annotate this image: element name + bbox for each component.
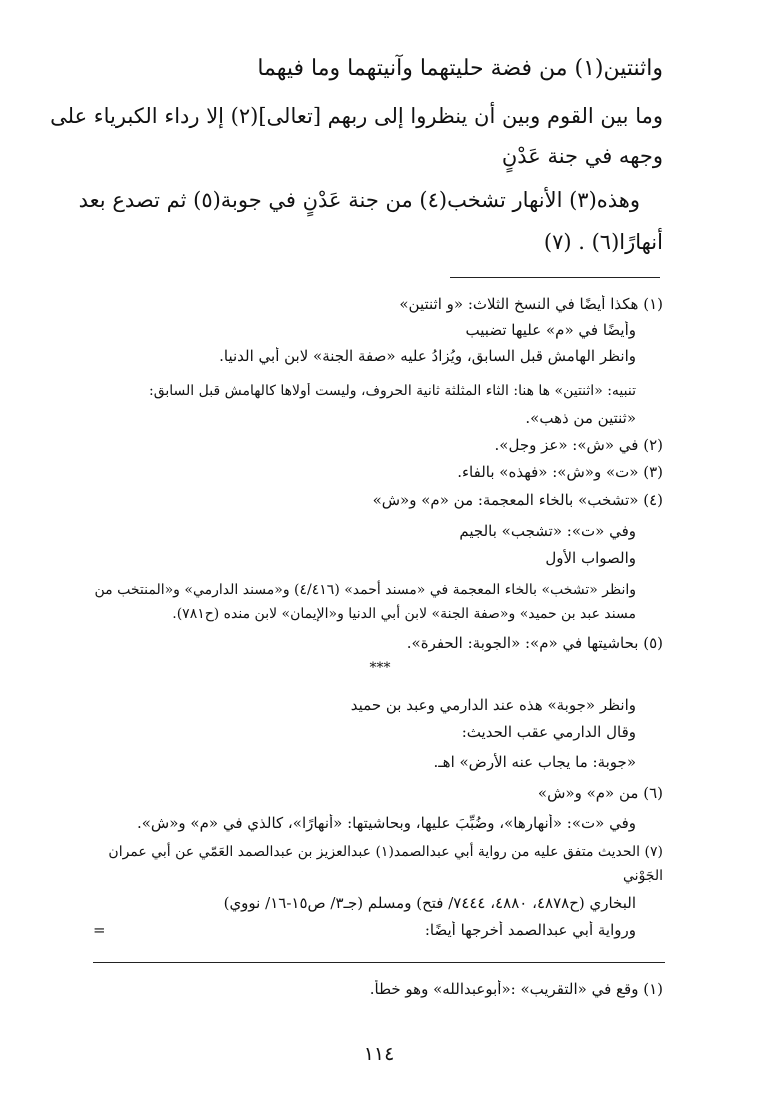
footnote-1-line-5: «ثنتين من ذهب». [525, 409, 636, 427]
footnote-divider [450, 277, 660, 278]
footnote-5-line-2: وانظر «جوبة» هذه عند الدارمي وعبد بن حميد [350, 696, 636, 714]
footnote-5: (٥) بحاشيتها في «م»: «الجوبة: الحفرة». [406, 634, 663, 652]
footnote-1-line-4: تنبيه: «اثنتين» ها هنا: الثاء المثلثة ثانية الحروف، وليست أولاها كالهامش قبل السابق: [149, 383, 636, 399]
main-line-2: وما بين القوم وبين أن ينظروا إلى ربهم [تعالى](٢) إلا رداء الكبرياء على [50, 104, 663, 128]
footnote-7: (٧) الحديث متفق عليه من رواية أبي عبدالصمد(١) عبدالعزيز بن عبدالصمد العَمّي عن أبي عمران الجَوْني [108, 844, 663, 884]
footnote-4-line-3: والصواب الأول [545, 549, 636, 567]
footnote-5-line-3: وقال الدارمي عقب الحديث: [461, 723, 636, 741]
footnote-4: (٤) «تشخب» بالخاء المعجمة: من «م» و«ش» [372, 491, 663, 509]
footnote-7-line-2: البخاري (ح٤٨٧٨، ٤٨٨٠، ٧٤٤٤/ فتح) ومسلم (جـ٣/ ص١٥-١٦/ نووي) [223, 894, 636, 912]
main-line-5: أنهارًا(٦) . (٧) [543, 230, 663, 254]
footnote-6: (٦) من «م» و«ش» [537, 784, 663, 802]
footnote-1-line-3: وانظر الهامش قبل السابق، ويُزادُ عليه «صفة الجنة» لابن أبي الدنيا. [219, 347, 636, 365]
footnote-1-line-2: وأيضًا في «م» عليها تضبيب [465, 321, 636, 339]
bottom-note: (١) وقع في «التقريب» :«أبوعبدالله» وهو خطأ. [369, 980, 663, 998]
footnote-3: (٣) «ت» و«ش»: «فهذه» بالفاء. [457, 463, 663, 481]
main-line-3: وجهه في جنة عَدْنٍ [501, 144, 663, 168]
page-footnote-divider [93, 962, 665, 963]
page-number: ١١٤ [363, 1043, 395, 1065]
footnote-2: (٢) في «ش»: «عز وجل». [494, 436, 663, 454]
footnote-1: (١) هكذا أيضًا في النسخ الثلاث: «و اثنتين» [399, 295, 663, 313]
footnote-7-line-3: ورواية أبي عبدالصمد أخرجها أيضًا: [424, 921, 636, 939]
footnote-4-line-2: وفي «ت»: «تشجب» بالجيم [459, 522, 636, 540]
continuation-mark: = [93, 921, 106, 939]
footnote-5-line-4: «جوبة: ما يجاب عنه الأرض» اهـ. [433, 753, 636, 771]
main-line-4: وهذه(٣) الأنهار تشخب(٤) من جنة عَدْنٍ في جوبة(٥) ثم تصدع بعد [78, 188, 640, 212]
main-line-1: واثنتين(١) من فضة حليتهما وآنيتهما وما فيهما [257, 56, 663, 81]
footnote-4-line-4: وانظر «تشخب» بالخاء المعجمة في «مسند أحمد» (٤/٤١٦) و«مسند الدارمي» و«المنتخب من مسند عبد بن حميد» و«صفة الجنة» لابن أبي الدنيا و«الإيمان» لابن منده (ح٧٨١). [94, 582, 636, 622]
section-separator: *** [369, 660, 391, 676]
footnote-6-line-2: وفي «ت»: «أنهارها»، وضُبِّبَ عليها، وبحاشيتها: «أنهارًا»، كالذي في «م» و«ش». [136, 814, 636, 832]
